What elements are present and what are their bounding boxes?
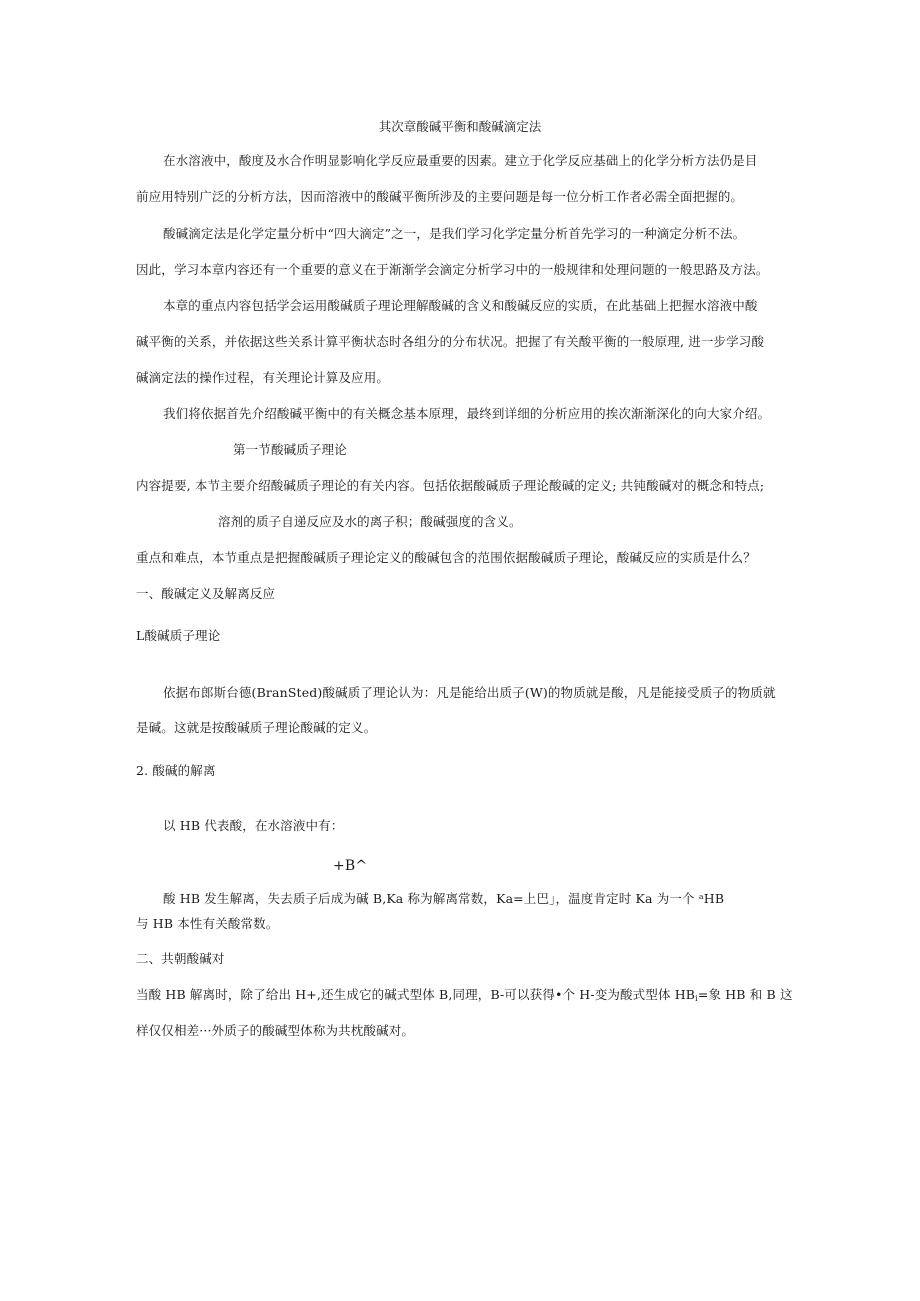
intro-line-8: 我们将依据首先介绍酸碱平衡中的有关概念基本原理，最终到详细的分析应用的挨次渐渐深化的向大家介绍。 (163, 406, 771, 421)
dissociation-intro: 以 HB 代表酸，在水溶液中有： (163, 818, 344, 833)
definition-line-1: 依据布郎斯台德(BranSted)酸碱质了理论认为：凡是能给出质子(W)的物质就是酸，凡是能接受质子的物质就 (163, 685, 776, 700)
chapter-title: 其次章酸碱平衡和酸碱滴定法 (378, 119, 542, 134)
definition-line-2: 是碱。这就是按酸碱质子理论酸碱的定义。 (136, 720, 377, 735)
part-two-heading: 二、共朝酸碱对 (136, 951, 225, 966)
conjugate-line-1-end: =象 HB 和 B 这 (697, 987, 793, 1002)
dissociation-line-2: 与 HB 本性有关酸常数。 (136, 916, 279, 931)
summary-line-1: 内容提要, 本节主要介绍酸碱质子理论的有关内容。包括依据酸碱质子理论酸碱的定义; 共钝酸碱对的概念和特点; (136, 478, 765, 493)
intro-line-4: 因此，学习本章内容还有一个重要的意义在于渐渐学会滴定分析学习中的一般规律和处理问题的一般思路及方法。 (136, 262, 769, 277)
conjugate-line-2: 样仅仅相差···外质子的酸碱型体称为共枕酸碱对。 (136, 1023, 415, 1038)
reaction-formula: +B^ (333, 858, 368, 874)
conjugate-line-1-text: 当酸 HB 解离时，除了给出 H+,还生成它的碱式型体 B,同理，B-可以获得•个 H-变为酸式型体 HB (136, 987, 696, 1002)
section-heading: 第一节酸碱质子理论 (233, 442, 347, 457)
dissociation-line-1-suffix: ᵃHB (698, 891, 725, 906)
conjugate-line-1 (136, 987, 793, 1007)
intro-line-3: 酸碱滴定法是化学定量分析中“四大滴定”之一，是我们学习化学定量分析首先学习的一种滴定分析不法。 (163, 226, 746, 241)
subsection-1-heading: L酸碱质子理论 (136, 628, 221, 643)
key-points-line: 重点和难点，本节重点是把握酸碱质子理论定义的酸碱包含的范围依据酸碱质子理论，酸碱反应的实质是什么？ (136, 550, 756, 565)
dissociation-line-1 (163, 891, 724, 907)
dissociation-line-1-text: 酸 HB 发生解离，失去质子后成为碱 B,Ka 称为解离常数，Ka=上巴」，温度肯定时 Ka 为一个 (163, 891, 695, 906)
subsection-2-heading: 2. 酸碱的解离 (136, 763, 216, 778)
intro-line-5: 本章的重点内容包括学会运用酸碱质子理论理解酸碱的含义和酸碱反应的实质，在此基础上把握水溶液中酸 (163, 298, 758, 313)
part-one-heading: 一、酸碱定义及解离反应 (136, 586, 276, 601)
summary-line-2: 溶剂的质子自递反应及水的离子积；酸碱强度的含义。 (218, 514, 522, 529)
intro-line-7: 碱滴定法的操作过程，有关理论计算及应用。 (136, 370, 390, 385)
intro-line-1: 在水溶液中，酸度及水合作明显影响化学反应最重要的因素。建立于化学反应基础上的化学分析方法仍是目 (163, 153, 758, 168)
intro-line-6: 碱平衡的关系，并依据这些关系计算平衡状态时各组分的分布状况。把握了有关酸平衡的一般原理, 进一步学习酸 (136, 334, 765, 349)
conjugate-line-1-subscript: i (695, 994, 698, 1003)
intro-line-2: 前应用特别广泛的分析方法，因而溶液中的酸碱平衡所涉及的主要问题是每一位分析工作者必需全面把握的。 (136, 189, 744, 204)
